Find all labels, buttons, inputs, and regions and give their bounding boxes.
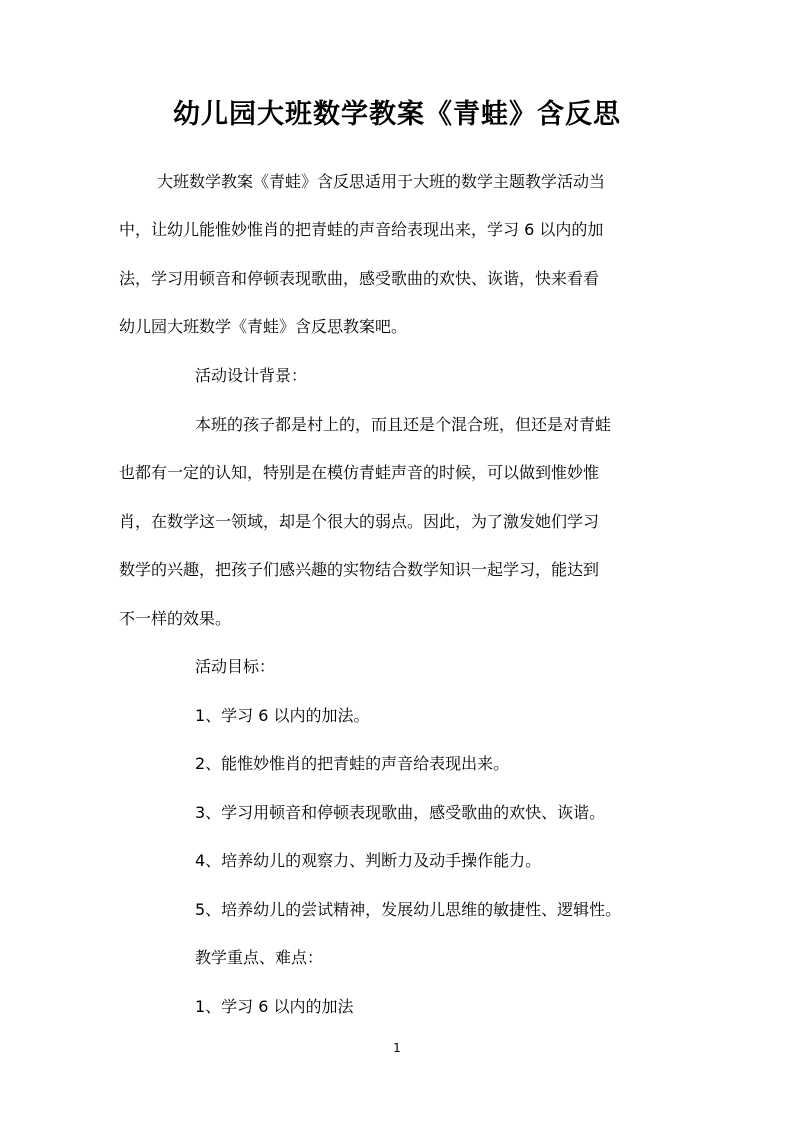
background-line: 数学的兴趣，把孩子们感兴趣的实物结合数学知识一起学习，能达到: [119, 560, 600, 579]
background-line: 也都有一定的认知，特别是在模仿青蛙声音的时候，可以做到惟妙惟: [119, 463, 600, 482]
intro-line: 法，学习用顿音和停顿表现歌曲，感受歌曲的欢快、诙谐，快来看看: [119, 269, 600, 288]
background-line: 肖，在数学这一领域，却是个很大的弱点。因此，为了激发她们学习: [119, 512, 600, 531]
section-heading-background: 活动设计背景：: [195, 366, 308, 385]
goal-item: 4、培养幼儿的观察力、判断力及动手操作能力。: [195, 851, 542, 870]
page-number: 1: [393, 1041, 401, 1055]
intro-line: 幼儿园大班数学《青蛙》含反思教案吧。: [119, 317, 408, 336]
background-line: 不一样的效果。: [119, 609, 232, 628]
goal-item: 5、培养幼儿的尝试精神，发展幼儿思维的敏捷性、逻辑性。: [195, 900, 622, 919]
section-heading-key-points: 教学重点、难点：: [195, 948, 324, 967]
background-line: 本班的孩子都是村上的，而且还是个混合班，但还是对青蛙: [195, 415, 612, 434]
goal-item: 1、学习 6 以内的加法。: [195, 706, 370, 725]
key-point-item: 1、学习 6 以内的加法: [195, 997, 354, 1016]
page-title: 幼儿园大班数学教案《青蛙》含反思: [173, 99, 621, 130]
goal-item: 2、能惟妙惟肖的把青蛙的声音给表现出来。: [195, 754, 510, 773]
intro-line: 中，让幼儿能惟妙惟肖的把青蛙的声音给表现出来，学习 6 以内的加: [119, 220, 604, 239]
goal-item: 3、学习用顿音和停顿表现歌曲，感受歌曲的欢快、诙谐。: [195, 803, 606, 822]
intro-line: 大班数学教案《青蛙》含反思适用于大班的数学主题教学活动当: [157, 172, 606, 191]
section-heading-goals: 活动目标：: [195, 657, 276, 676]
